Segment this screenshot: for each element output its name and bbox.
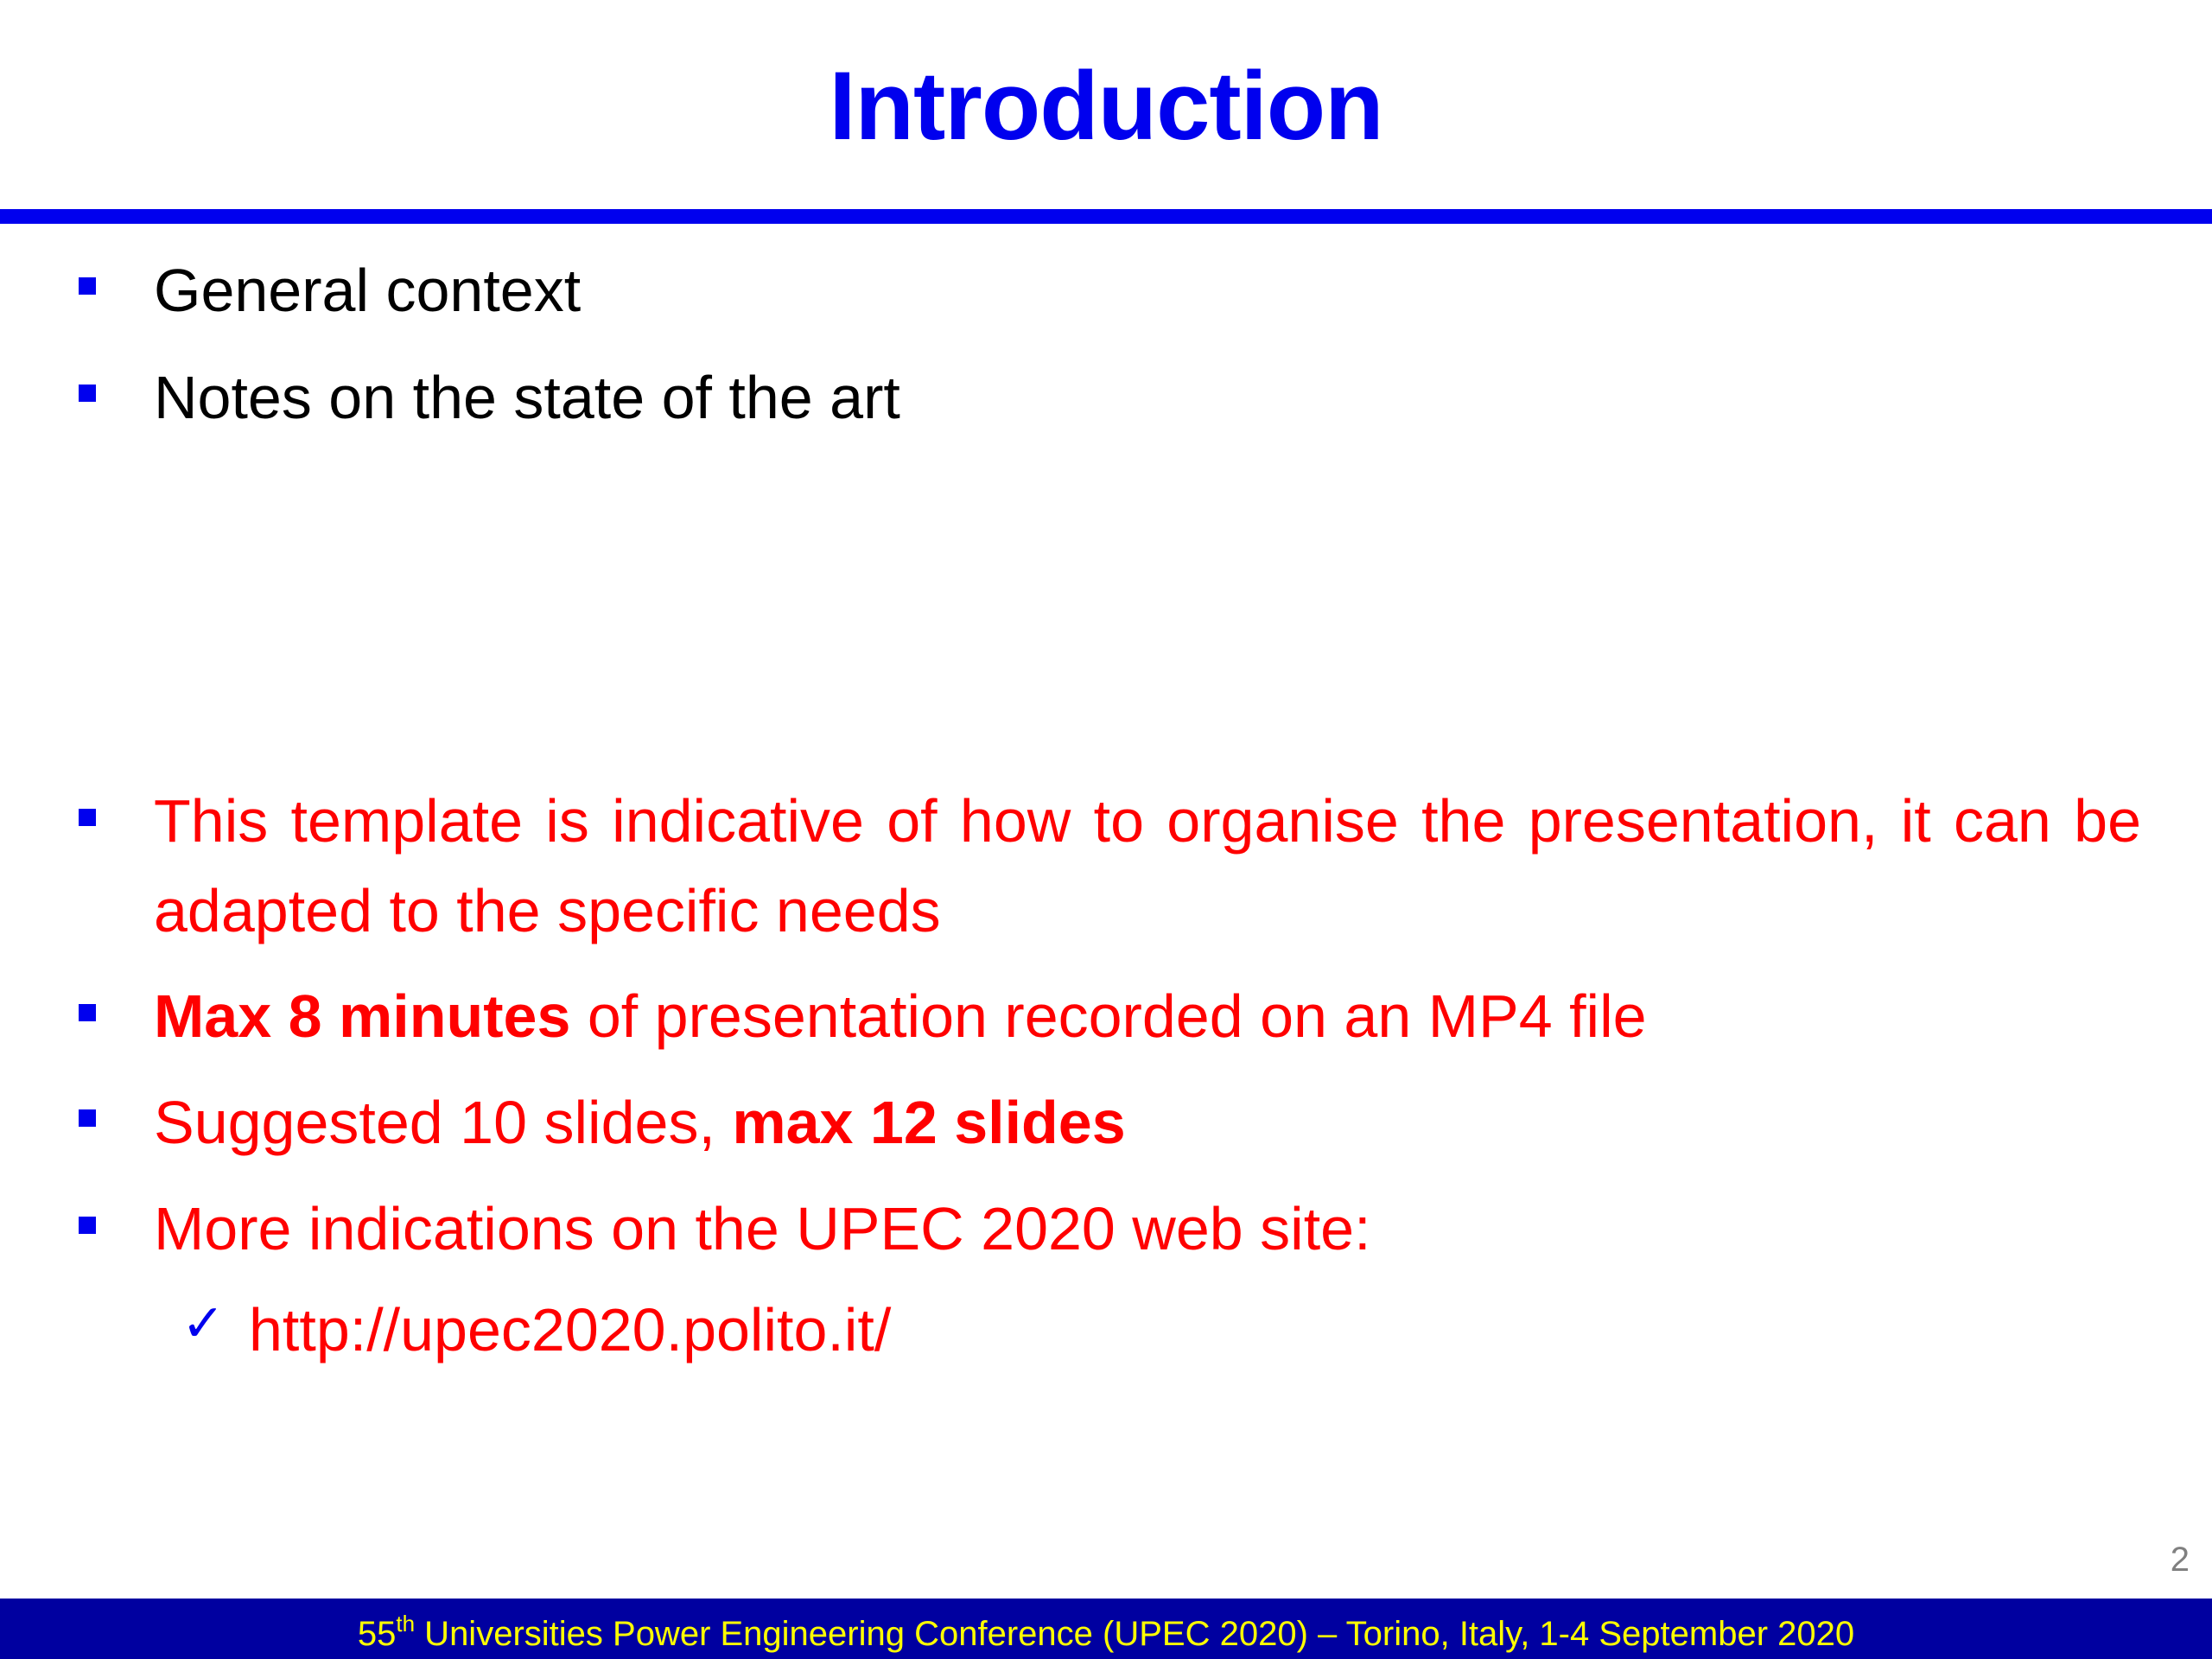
footer-ordinal: th (396, 1611, 416, 1637)
checkmark-icon: ✓ (181, 1294, 226, 1354)
footer-number: 55 (357, 1615, 397, 1653)
bullet-max-minutes-bold: Max 8 minutes (154, 982, 571, 1050)
square-bullet-icon (79, 1217, 96, 1234)
bullet-max-minutes-rest: of presentation recorded on an MP4 file (570, 982, 1647, 1050)
footer-text (358, 1598, 1854, 1659)
square-bullet-icon (79, 1109, 96, 1127)
bullet-state-of-art: Notes on the state of the art (154, 364, 900, 431)
slide-title: Introduction (829, 52, 1383, 160)
footer-bar (0, 1599, 2212, 1659)
square-bullet-icon (79, 1004, 96, 1021)
footer-conference: Universities Power Engineering Conference (UPEC 2020) – Torino, Italy, 1-4 September 2020 (415, 1615, 1855, 1653)
bullet-slides-count-bold: max 12 slides (732, 1089, 1126, 1156)
square-bullet-icon (79, 385, 96, 402)
bullet-slides-count (154, 1077, 1126, 1167)
website-link[interactable]: http://upec2020.polito.it/ (249, 1296, 892, 1363)
page-number: 2 (2170, 1541, 2190, 1579)
title-divider (0, 209, 2212, 224)
bullet-max-minutes (154, 971, 1647, 1061)
square-bullet-icon (79, 277, 96, 295)
bullet-slides-count-text: Suggested 10 slides, (154, 1089, 733, 1156)
square-bullet-icon (79, 809, 96, 826)
bullet-template-note: This template is indicative of how to organise the presentation, it can be adapted to the specific needs (154, 787, 2141, 944)
bullet-more-indications: More indications on the UPEC 2020 web site: (154, 1195, 1371, 1262)
bullet-general-context: General context (154, 257, 582, 324)
